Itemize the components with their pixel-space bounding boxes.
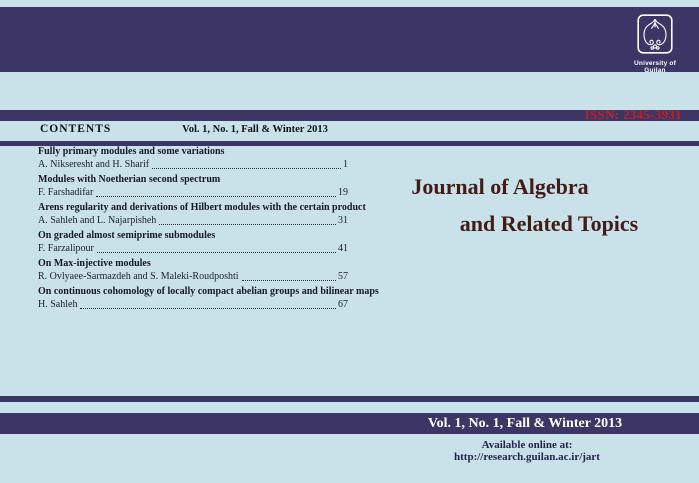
university-name-line1: University of xyxy=(634,60,676,67)
article-authors: F. Farzalipour xyxy=(38,242,94,254)
toc-entry xyxy=(38,230,348,255)
journal-url: http://research.guilan.ac.ir/jart xyxy=(454,450,600,463)
dot-leader xyxy=(97,252,336,253)
article-line xyxy=(38,271,348,284)
dot-leader xyxy=(96,196,336,197)
article-line xyxy=(38,215,348,228)
availability-note xyxy=(377,440,677,463)
contents-heading: CONTENTS xyxy=(40,123,112,135)
article-authors: H. Sahleh xyxy=(38,298,78,310)
article-title: Arens regularity and derivations of Hilbert modules with the certain product xyxy=(38,202,366,213)
toc-entry xyxy=(38,146,348,171)
dot-leader xyxy=(159,224,336,225)
journal-title-line1: Journal of Algebra xyxy=(411,174,589,199)
toc-entry xyxy=(38,258,348,283)
article-page-number: 1 xyxy=(343,158,348,170)
available-online-label: Available online at: xyxy=(481,439,573,451)
footer-issue-label: Vol. 1, No. 1, Fall & Winter 2013 xyxy=(427,416,623,431)
university-of-guilan-emblem-icon xyxy=(637,14,673,54)
article-authors: A. Sahleh and L. Najarpisheh xyxy=(38,214,157,226)
dot-leader xyxy=(152,168,341,169)
issn-number: ISSN: 2345-3931 xyxy=(584,107,682,122)
article-title: Modules with Noetherian second spectrum xyxy=(38,174,221,185)
article-line xyxy=(38,159,348,172)
article-title: On graded almost semiprime submodules xyxy=(38,230,216,241)
journal-title-line2: and Related Topics xyxy=(459,211,639,236)
article-title: On Max-injective modules xyxy=(38,258,151,269)
dot-leader xyxy=(242,280,336,281)
toc-entry xyxy=(38,174,348,199)
university-name-line2: Guilan xyxy=(644,67,666,74)
university-name xyxy=(622,60,688,74)
dot-leader xyxy=(80,308,336,309)
toc-entry xyxy=(38,202,366,227)
footer-divider xyxy=(0,396,699,402)
article-title: On continuous cohomology of locally compact abelian groups and bilinear maps xyxy=(38,286,379,297)
article-page-number: 57 xyxy=(338,270,348,282)
article-line xyxy=(38,299,348,312)
article-line xyxy=(38,243,348,256)
article-page-number: 19 xyxy=(338,186,348,198)
article-page-number: 67 xyxy=(338,298,348,310)
article-title: Fully primary modules and some variations xyxy=(38,146,225,157)
article-page-number: 41 xyxy=(338,242,348,254)
article-authors: F. Farshadifar xyxy=(38,186,94,198)
university-logo xyxy=(622,14,688,74)
article-authors: A. Nikseresht and H. Sharif xyxy=(38,158,150,170)
table-of-contents xyxy=(38,146,379,314)
article-authors: R. Ovlyaee-Sarmazdeh and S. Maleki-Roudposhti xyxy=(38,270,239,282)
article-line xyxy=(38,187,348,200)
article-page-number: 31 xyxy=(338,214,348,226)
masthead-band xyxy=(0,7,699,72)
toc-entry xyxy=(38,286,379,311)
contents-issue-label: Vol. 1, No. 1, Fall & Winter 2013 xyxy=(182,124,328,135)
